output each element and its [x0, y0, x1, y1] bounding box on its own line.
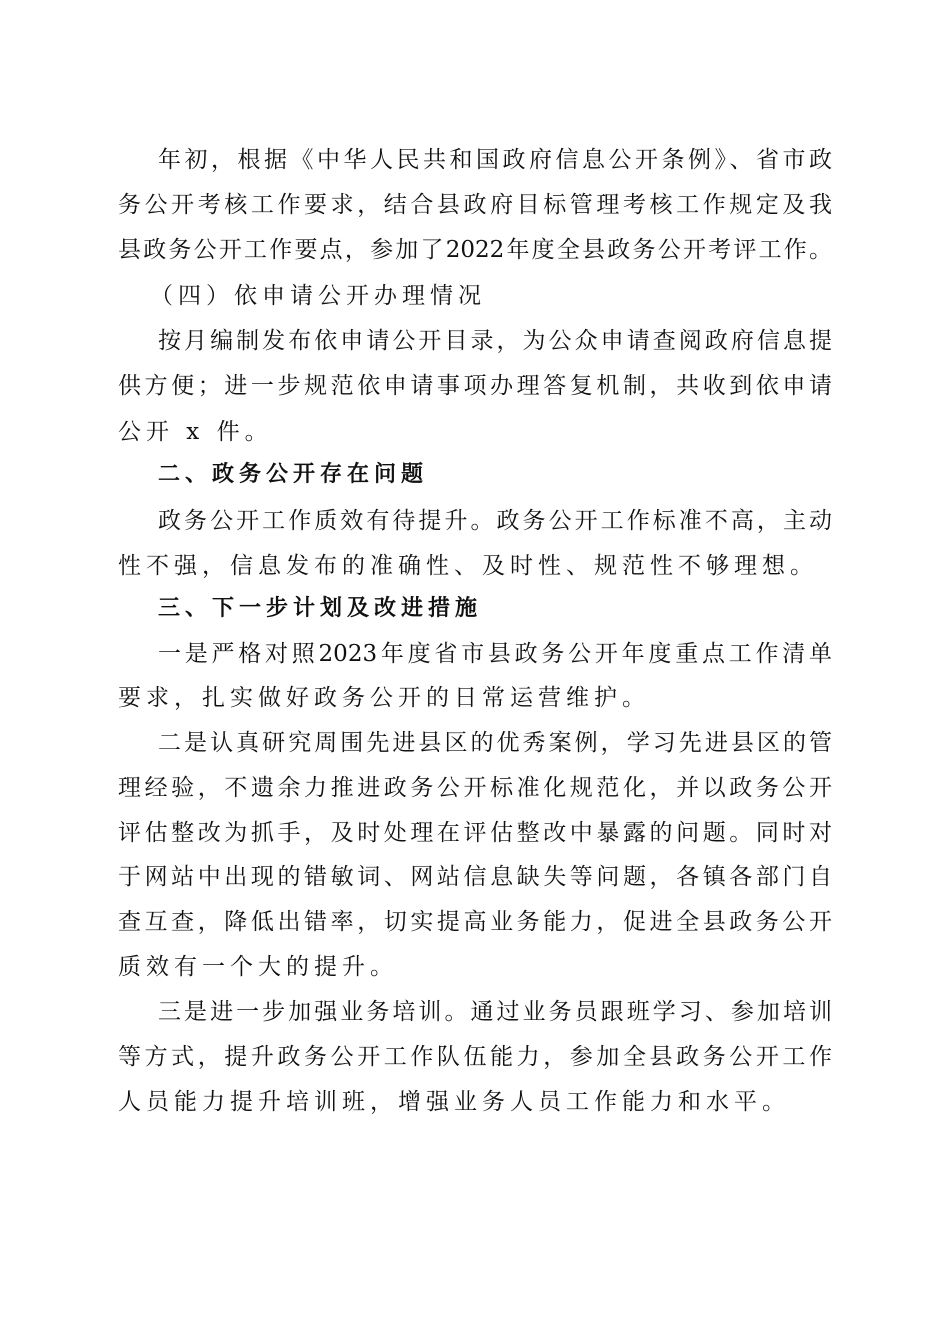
paragraph-line: 年初，根据《中华人民共和国政府信息公开条例》、省市政: [158, 147, 832, 173]
paragraph-line: 公开 x 件。: [118, 419, 273, 445]
paragraph-line: 政务公开工作质效有待提升。政务公开工作标准不高，主动: [158, 508, 832, 534]
paragraph-line: 于网站中出现的错敏词、网站信息缺失等问题，各镇各部门自: [118, 864, 832, 890]
paragraph-line: 性不强，信息发布的准确性、及时性、规范性不够理想。: [118, 553, 818, 579]
paragraph-line: 县政务公开工作要点，参加了2022年度全县政务公开考评工作。: [118, 237, 832, 263]
paragraph-line: 评估整改为抓手，及时处理在评估整改中暴露的问题。同时对: [118, 820, 832, 846]
paragraph-line: 三是进一步加强业务培训。通过业务员跟班学习、参加培训: [158, 999, 832, 1025]
paragraph-line: 一是严格对照2023年度省市县政务公开年度重点工作清单: [158, 641, 832, 667]
paragraph-line: 等方式，提升政务公开工作队伍能力，参加全县政务公开工作: [118, 1044, 832, 1070]
paragraph-line: 质效有一个大的提升。: [118, 954, 398, 980]
paragraph-line: 务公开考核工作要求，结合县政府目标管理考核工作规定及我: [118, 192, 832, 218]
section-heading: 二、政务公开存在问题: [158, 462, 429, 487]
paragraph-line: 按月编制发布依申请公开目录，为公众申请查阅政府信息提: [158, 328, 832, 354]
section-heading: 三、下一步计划及改进措施: [158, 596, 483, 621]
paragraph-line: 要求，扎实做好政务公开的日常运营维护。: [118, 685, 650, 711]
paragraph-line: 人员能力提升培训班，增强业务人员工作能力和水平。: [118, 1089, 790, 1115]
section-heading: （四）依申请公开办理情况: [150, 283, 486, 309]
paragraph-line: 理经验，不遗余力推进政务公开标准化规范化，并以政务公开: [118, 775, 832, 801]
paragraph-line: 二是认真研究周围先进县区的优秀案例，学习先进县区的管: [158, 730, 832, 756]
paragraph-line: 查互查，降低出错率，切实提高业务能力，促进全县政务公开: [118, 909, 832, 935]
paragraph-line: 供方便；进一步规范依申请事项办理答复机制，共收到依申请: [118, 373, 832, 399]
